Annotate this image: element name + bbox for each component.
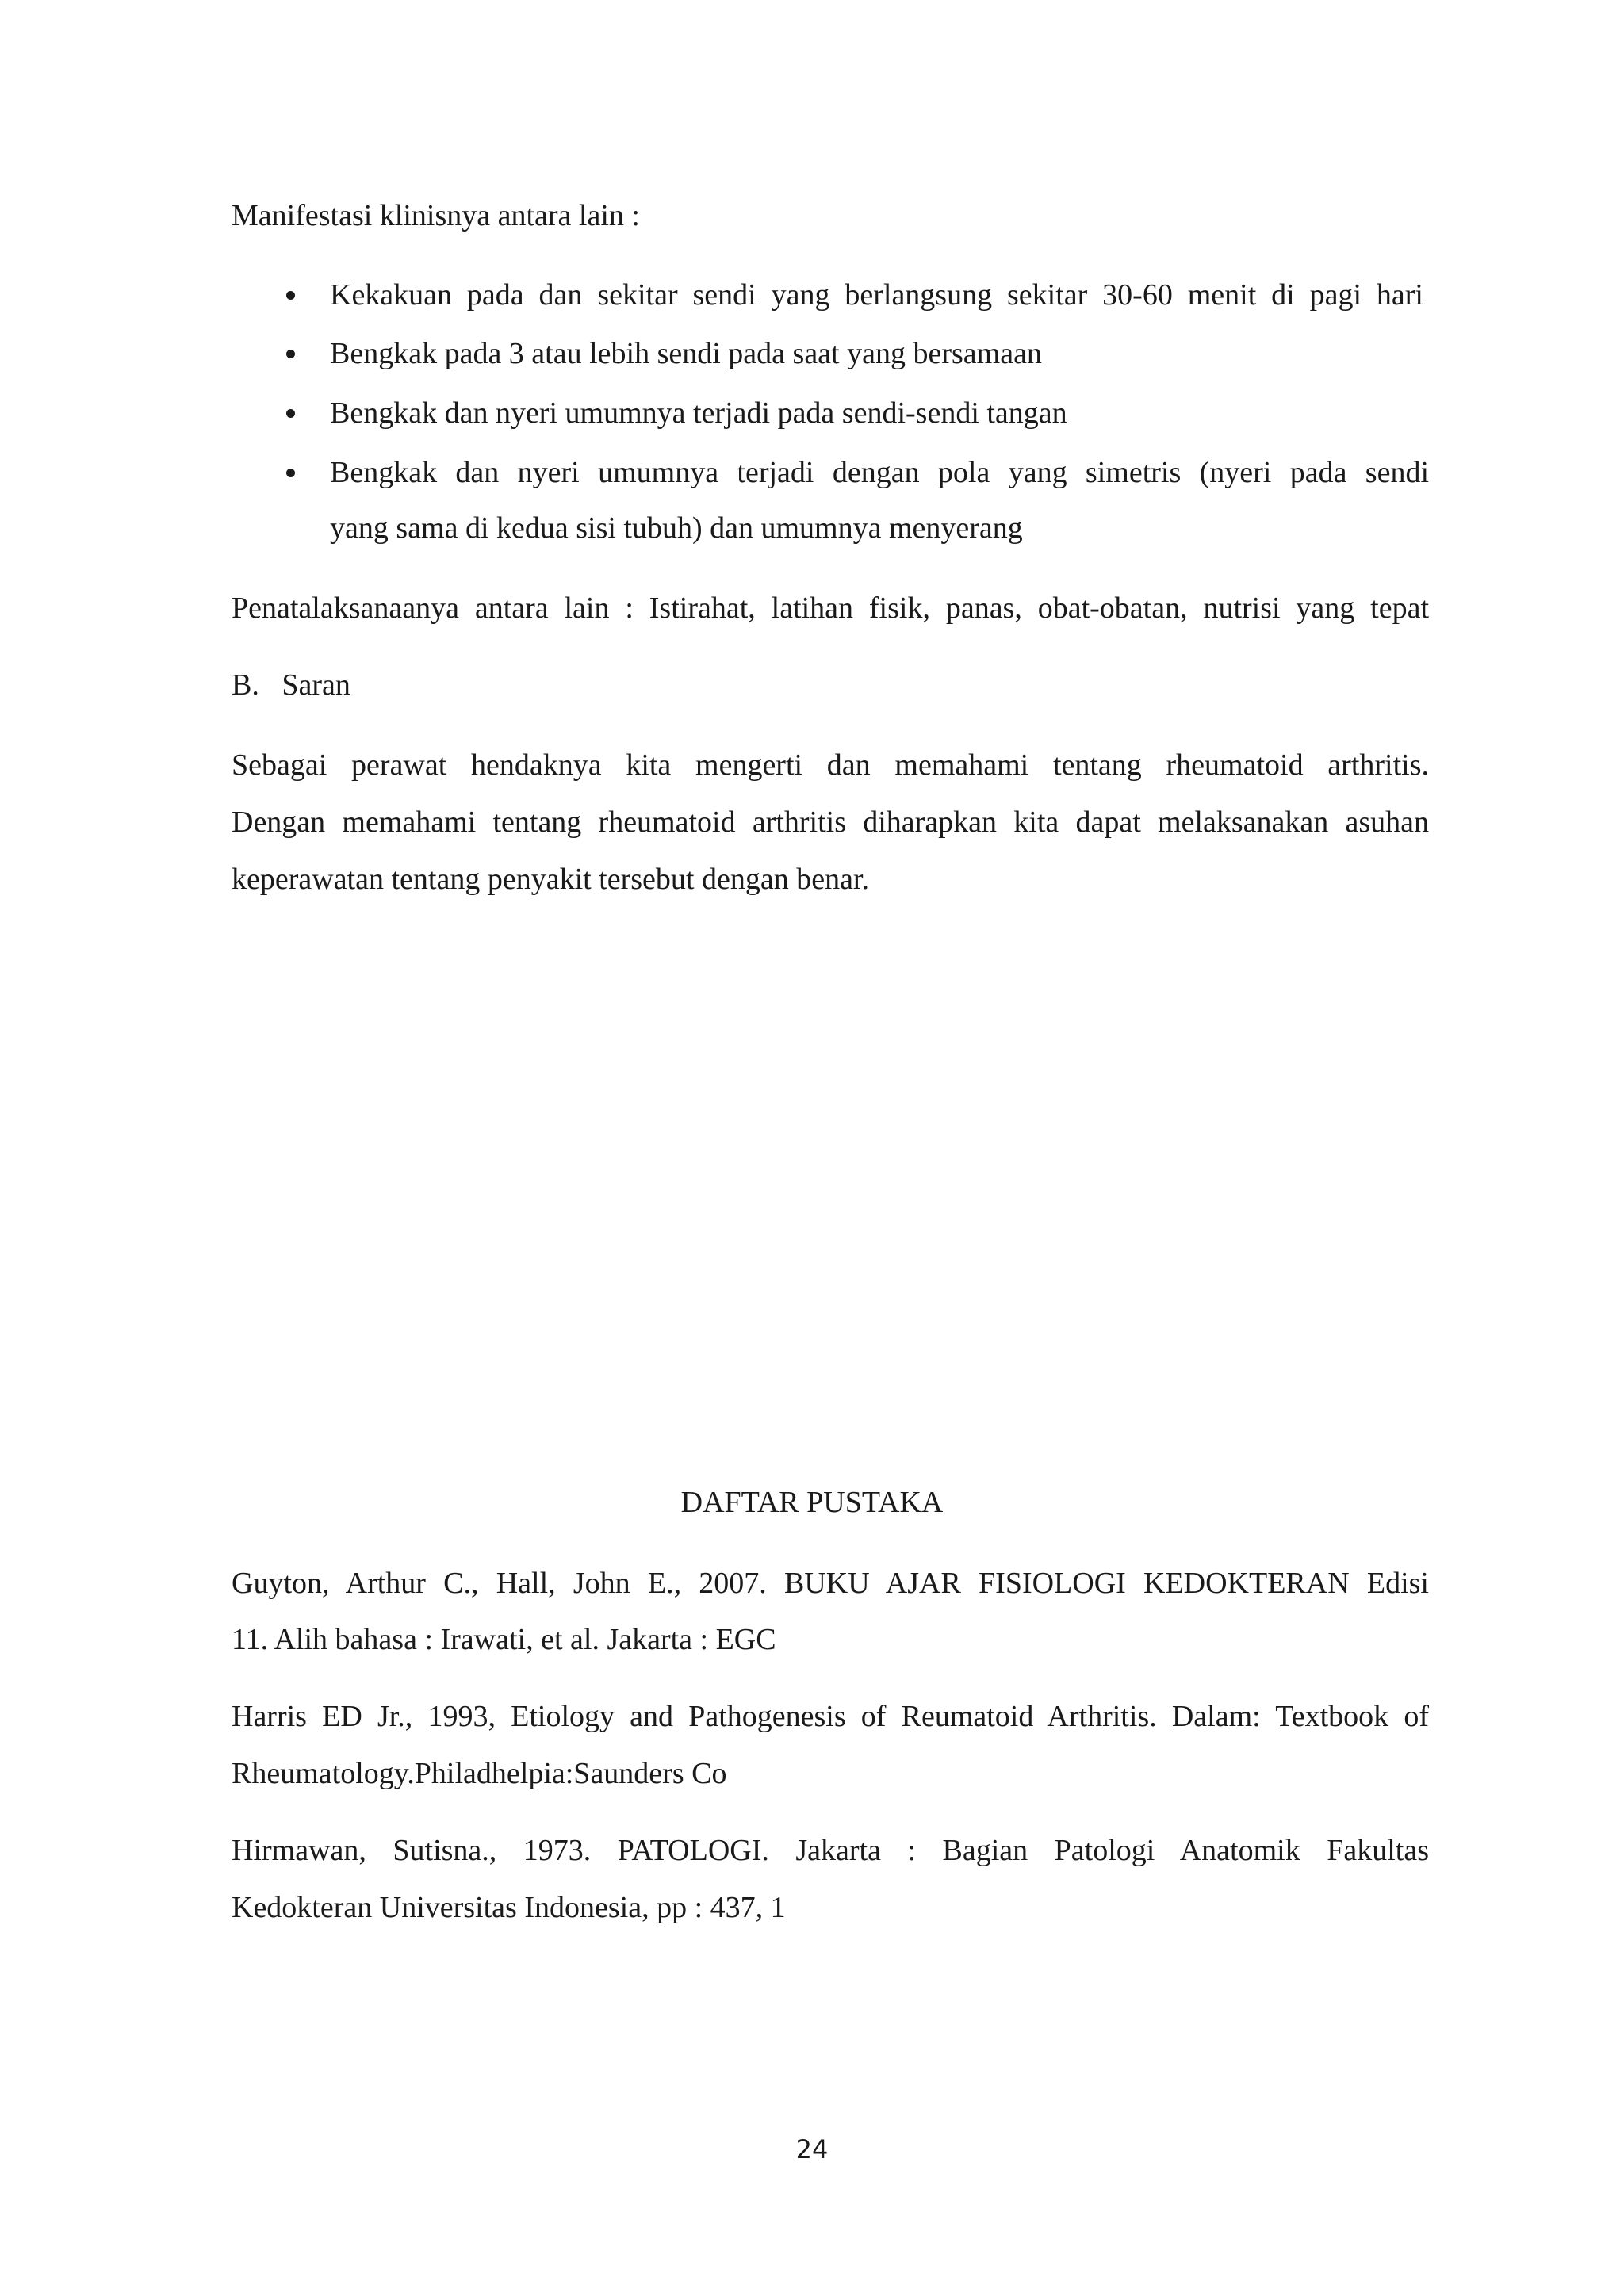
list-item-text: Kekakuan pada dan sekitar sendi yang berlangsung sekitar 30-60 menit di pagi hari	[330, 278, 1423, 312]
paragraph-line: keperawatan tentang penyakit tersebut dengan benar.	[232, 863, 869, 896]
bullet-icon	[286, 409, 295, 418]
paragraph-line: Dengan memahami tentang rheumatoid arthritis diharapkan kita dapat melaksanakan asuhan	[232, 806, 1429, 839]
list-item-text: Bengkak dan nyeri umumnya terjadi dengan pola yang simetris (nyeri pada sendi	[330, 456, 1429, 489]
list-item-text: Bengkak pada 3 atau lebih sendi pada saat yang bersamaan	[330, 337, 1042, 370]
bullet-icon	[286, 291, 295, 300]
bullet-icon	[286, 350, 295, 358]
manifestations-intro: Manifestasi klinisnya antara lain :	[232, 199, 640, 232]
reference-line: Hirmawan, Sutisna., 1973. PATOLOGI. Jakarta : Bagian Patologi Anatomik Fakultas	[232, 1834, 1429, 1867]
paragraph-line: Sebagai perawat hendaknya kita mengerti dan memahami tentang rheumatoid arthritis.	[232, 748, 1429, 782]
bullet-icon	[286, 469, 295, 477]
reference-line: Harris ED Jr., 1993, Etiology and Pathogenesis of Reumatoid Arthritis. Dalam: Textbook of	[232, 1700, 1429, 1733]
bibliography-title: DAFTAR PUSTAKA	[680, 1486, 944, 1519]
reference-line: Kedokteran Universitas Indonesia, pp : 437, 1	[232, 1891, 786, 1924]
section-heading-saran: B. Saran	[232, 668, 350, 702]
list-item-text-continued: yang sama di kedua sisi tubuh) dan umumnya menyerang	[330, 511, 1023, 545]
list-item-text: Bengkak dan nyeri umumnya terjadi pada sendi-sendi tangan	[330, 396, 1067, 430]
page-number: 24	[795, 2134, 829, 2164]
reference-line: Guyton, Arthur C., Hall, John E., 2007. BUKU AJAR FISIOLOGI KEDOKTERAN Edisi	[232, 1567, 1429, 1600]
reference-line: 11. Alih bahasa : Irawati, et al. Jakarta : EGC	[232, 1623, 776, 1656]
reference-line: Rheumatology.Philadhelpia:Saunders Co	[232, 1757, 727, 1790]
treatment-paragraph: Penatalaksanaanya antara lain : Istirahat, latihan fisik, panas, obat-obatan, nutrisi yang tepat	[232, 591, 1429, 625]
